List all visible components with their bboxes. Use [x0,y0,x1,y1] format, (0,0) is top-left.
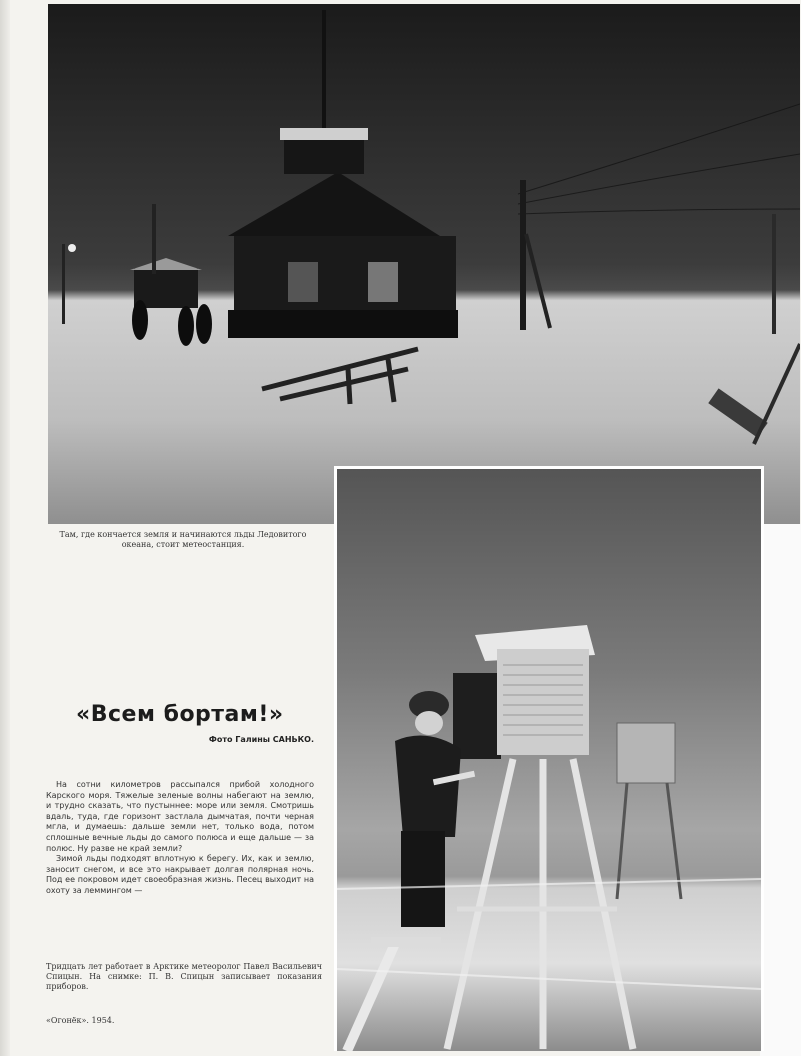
photo-credit: Фото Галины САНЬКО. [208,735,314,744]
bottom-photo-caption: Тридцать лет работает в Арктике метеоролог Павел Васильевич Спицын. На снимке: П. В. Спицын записывает показания приборов. [46,962,322,991]
meteorologist-photo [334,466,764,1051]
page-scan-edge [0,0,10,1056]
page-margin-strip [760,524,801,1056]
top-photo-caption: Там, где кончается земля и начинаются льды Ледовитого океана, стоит метеостанция. [59,530,307,549]
weather-station-illustration [48,4,800,524]
article-title: «Всем бортам!» [76,701,284,727]
article-paragraph: На сотни километров рассыпался прибой холодного Карского моря. Тяжелые зеленые волны набегают на землю, и трудно сказать, что пустыннее: море или земля. Смотришь вдаль, туда, где горизонт застлала дымчатая, почти черная мгла, и думаешь: дальше земли нет, только вода, потом сплошные вечные льды до самого полюса и еще дальше — за полюс. Ну разве не край земли? [46,780,314,853]
magazine-footer: «Огонёк». 1954. [46,1016,115,1025]
article-body [46,780,314,897]
meteorologist-illustration [337,469,761,1051]
weather-station-photo [48,4,800,524]
article-paragraph: Зимой льды подходят вплотную к берегу. Их, как и землю, заносит снегом, и все это накрывает долгая полярная ночь. Под ее покровом идет своеобразная жизнь. Песец выходит на охоту за леммингом — [46,854,314,895]
